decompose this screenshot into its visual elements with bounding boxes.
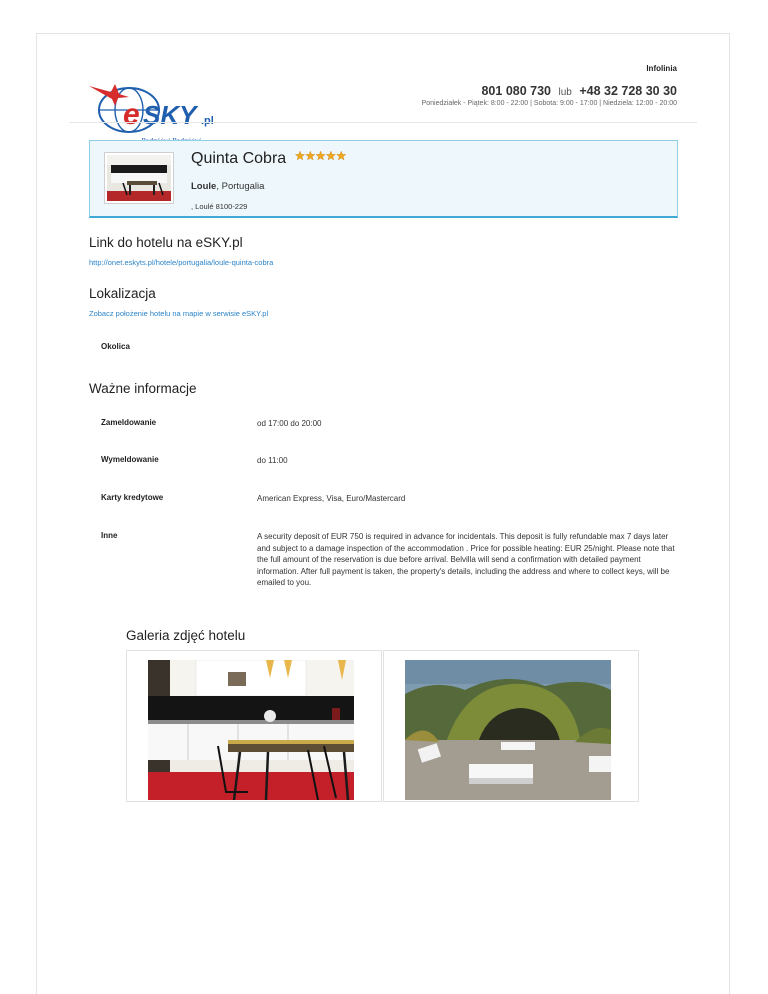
hotel-city: Loule (191, 181, 217, 192)
logo-sky: SKY (143, 100, 197, 130)
info-label: Wymeldowanie (101, 455, 159, 464)
map-link[interactable]: Zobacz położenie hotelu na mapie w serwisie eSKY.pl (89, 309, 269, 318)
star-icon (316, 151, 325, 160)
phone-numbers (422, 84, 677, 98)
contact-block (422, 64, 677, 107)
star-icon (326, 151, 335, 160)
info-label: Zameldowanie (101, 418, 157, 427)
location-section-title: Lokalizacja (89, 286, 156, 301)
star-icon (336, 151, 345, 160)
header-divider (69, 122, 697, 123)
logo-pl: .pl (201, 115, 214, 127)
or-label: lub (558, 87, 572, 98)
link-section-title: Link do hotelu na eSKY.pl (89, 235, 243, 250)
info-label: Karty kredytowe (101, 493, 164, 502)
hotel-url-link[interactable]: http://onet.eskyts.pl/hotele/portugalia/loule-quinta-cobra (89, 258, 274, 267)
opening-hours: Poniedziałek - Piątek: 8:00 - 22:00 | Sobota: 9:00 - 17:00 | Niedziela: 12:00 - 20:00 (421, 100, 677, 107)
hotel-name-text: Quinta Cobra (191, 150, 287, 168)
hotel-thumbnail[interactable] (104, 152, 174, 204)
esky-logo[interactable] (85, 64, 245, 150)
info-value: A security deposit of EUR 750 is required in advance for incidentals. This deposit is fully refundable max 7 days later and subject to a damage inspection of the accommodation . Price for possible heating: EUR 25/night. Please note that the full amount of the reservation is due before arrival. Belvilla will send a confirmation with detailed payment information. After full payment is taken, the property's details, including the address and where to collect keys, will be emailed to you. (257, 532, 675, 587)
info-value: American Express, Visa, Euro/Mastercard (257, 494, 406, 503)
infolinia-label: Infolinia (646, 64, 677, 73)
star-icon (295, 151, 304, 160)
phone-primary[interactable]: 801 080 730 (481, 84, 551, 98)
info-value: do 11:00 (257, 456, 288, 465)
phone-secondary[interactable]: +48 32 728 30 30 (579, 84, 677, 98)
logo-e: e (123, 98, 140, 131)
gallery-title: Galeria zdjęć hotelu (126, 628, 246, 643)
info-label: Inne (101, 531, 118, 540)
star-icon (305, 151, 314, 160)
hotel-address: , Loulé 8100-229 (191, 202, 248, 211)
hotel-name (191, 150, 347, 168)
hotel-location (191, 181, 264, 192)
hotel-country: , Portugalia (216, 181, 265, 192)
hotel-summary-box (89, 140, 678, 218)
area-label: Okolica (101, 342, 130, 351)
info-value: od 17:00 do 20:00 (257, 419, 322, 428)
gallery-photo-kitchen[interactable] (126, 650, 382, 802)
info-section-title: Ważne informacje (89, 381, 197, 396)
gallery-photo-garden[interactable] (383, 650, 639, 802)
document-page (36, 33, 730, 994)
star-rating (295, 148, 347, 166)
